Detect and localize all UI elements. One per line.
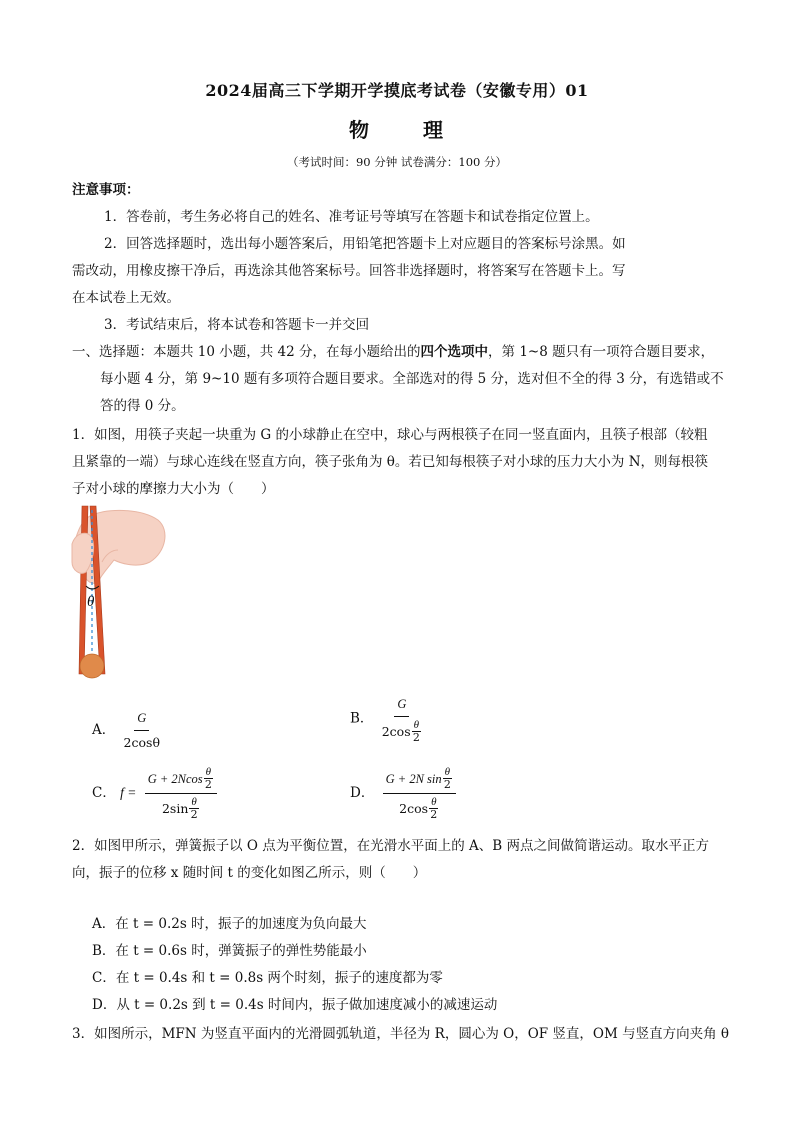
theta-label: θ	[87, 594, 95, 610]
theta: θ	[413, 719, 420, 731]
option-a-denominator: 2cosθ	[123, 735, 160, 750]
option-a-numerator: G	[134, 708, 149, 731]
g-plus-2ncos: G + 2Ncos	[147, 771, 203, 786]
ball	[80, 654, 104, 678]
option-b-cos: 2cos	[381, 723, 411, 739]
q2-line-2: 向，振子的位移 x 随时间 t 的变化如图乙所示，则（ ）	[72, 865, 427, 881]
notice-item-2c: 在本试卷上无效。	[72, 290, 180, 306]
q1-option-d[interactable]	[350, 766, 460, 821]
option-c-f: f =	[120, 785, 137, 800]
exam-title: 2024届高三下学期开学摸底考试卷（安徽专用）01	[205, 81, 589, 100]
half-theta	[189, 796, 198, 821]
two: 2	[204, 778, 212, 791]
two: 2	[190, 808, 198, 821]
section-1-line-3: 答的得 0 分。	[100, 398, 185, 414]
theta: θ	[444, 766, 451, 778]
g-plus-2nsin: G + 2N sin	[385, 771, 442, 786]
option-d-numerator	[383, 766, 456, 794]
subject-char-2: 理	[423, 118, 445, 142]
option-c-label: C．	[92, 785, 116, 801]
section-1-bold: 四个选项中	[420, 344, 489, 360]
two: 2	[430, 808, 438, 821]
notice-item-2a: 2．回答选择题时，选出每小题答案后，用铅笔把答题卡上对应题目的答案标号涂黑。如	[104, 236, 626, 252]
two-cos: 2cos	[399, 800, 429, 816]
subject-char-1: 物	[349, 118, 371, 142]
chopsticks-figure	[62, 502, 172, 682]
section-1-prefix: 一、选择题：本题共 10 小题，共 42 分，在每小题给出的	[72, 344, 421, 360]
theta: θ	[205, 766, 212, 778]
half-theta	[443, 766, 452, 791]
option-a-label: A．	[92, 722, 116, 738]
q1-option-a[interactable]	[92, 708, 164, 753]
two-sin: 2sin	[161, 800, 189, 816]
notice-item-3: 3．考试结束后，将本试卷和答题卡一并交回	[104, 317, 370, 333]
q1-option-b[interactable]	[350, 694, 426, 744]
q2-option-c[interactable]: C．在 t = 0.4s 和 t = 0.8s 两个时刻，振子的速度都为零	[92, 970, 443, 986]
theta: θ	[431, 796, 437, 808]
q2-option-b[interactable]: B．在 t = 0.6s 时，弹簧振子的弹性势能最小	[92, 943, 367, 959]
option-d-fraction	[383, 766, 456, 821]
q1-line-1: 1．如图，用筷子夹起一块重为 G 的小球静止在空中，球心与两根筷子在同一竖直面内，且筷子根部（较粗	[72, 427, 708, 443]
option-c-numerator	[145, 766, 217, 794]
subject-title	[0, 114, 794, 143]
section-1-line-1	[72, 342, 714, 362]
q2-line-1: 2．如图甲所示，弹簧振子以 O 点为平衡位置，在光滑水平面上的 A、B 两点之间做简谐运动。取水平正方	[72, 838, 709, 854]
q1-line-2: 且紧靠的一端）与球心连线在竖直方向，筷子张角为 θ。若已知每根筷子对小球的压力大小为 N，则每根筷	[72, 454, 709, 470]
option-c-fraction	[145, 766, 217, 821]
option-b-denominator	[382, 717, 422, 744]
q3-line-1: 3．如图所示，MFN 为竖直平面内的光滑圆弧轨道，半径为 R，圆心为 O，OF 竖直，OM 与竖直方向夹角 θ	[72, 1026, 730, 1042]
option-c-denominator	[162, 794, 200, 821]
theta: θ	[191, 796, 197, 808]
exam-info: （考试时间：90 分钟 试卷满分：100 分）	[286, 155, 508, 169]
two: 2	[412, 731, 420, 744]
notice-item-1: 1．答卷前，考生务必将自己的姓名、准考证号等填写在答题卡和试卷指定位置上。	[104, 209, 599, 225]
q1-option-c[interactable]	[92, 766, 221, 821]
option-b-numerator: G	[394, 694, 409, 717]
q2-option-d[interactable]: D．从 t = 0.2s 到 t = 0.4s 时间内，振子做加速度减小的减速运动	[92, 997, 498, 1013]
section-1-line-2: 每小题 4 分，第 9~10 题有多项符合题目要求。全部选对的得 5 分，选对但不全的得 3 分，有选错或不	[100, 371, 724, 387]
option-d-denominator	[399, 794, 439, 821]
notice-heading: 注意事项：	[72, 182, 140, 198]
q1-line-3: 子对小球的摩擦力大小为（ ）	[72, 481, 275, 497]
half-theta	[429, 796, 438, 821]
option-b-fraction	[382, 694, 422, 744]
option-a-fraction	[124, 708, 160, 753]
section-1-suffix: ，第 1~8 题只有一项符合题目要求，	[488, 344, 715, 360]
two: 2	[443, 778, 451, 791]
option-b-label: B．	[350, 710, 374, 727]
option-b-half-theta	[412, 719, 421, 744]
notice-item-2b: 需改动，用橡皮擦干净后，再选涂其他答案标号。回答非选择题时，将答案写在答题卡上。写	[72, 263, 626, 279]
option-d-label: D．	[350, 785, 375, 801]
q2-option-a[interactable]: A．在 t = 0.2s 时，振子的加速度为负向最大	[92, 916, 367, 932]
half-theta	[204, 766, 213, 791]
